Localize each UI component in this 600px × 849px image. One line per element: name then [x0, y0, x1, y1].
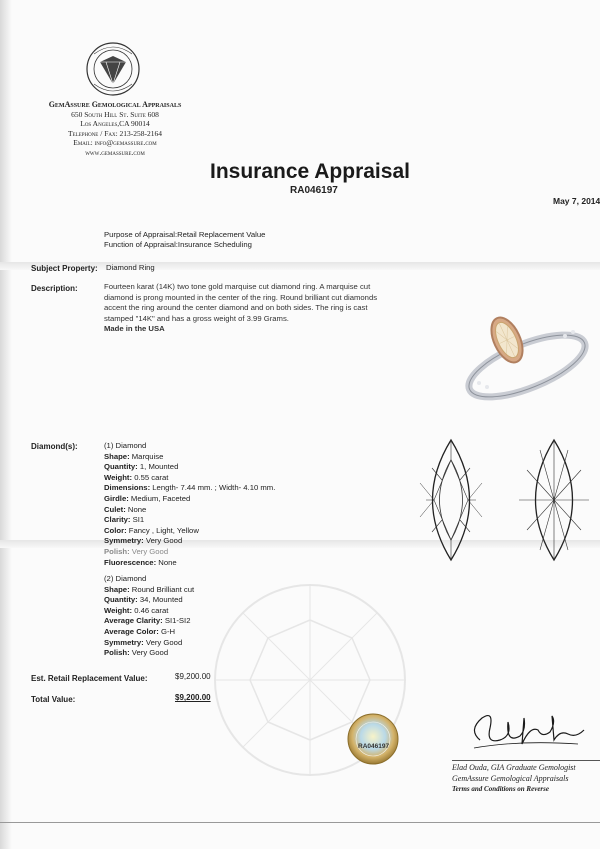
dimensions-value: Length- 7.44 mm. ; Width- 4.10 mm.	[152, 483, 276, 493]
company-website: www.gemassure.com	[85, 147, 145, 157]
shape-value: Marquise	[131, 451, 164, 461]
company-address-line1: 650 South Hill St. Suite 608	[71, 109, 159, 119]
company-address-line2: Los Angeles,CA 90014	[80, 119, 150, 129]
polish-value: Very Good	[131, 546, 169, 556]
ring-photo	[455, 288, 595, 406]
clarity-label: Clarity:	[104, 515, 131, 525]
purpose-line: Purpose of Appraisal:Retail Replacement Value	[104, 230, 266, 239]
diamond-details	[104, 441, 275, 568]
quantity-value: 1, Mounted	[139, 462, 179, 472]
quantity-label: Quantity:	[104, 595, 138, 605]
polish-label: Polish:	[104, 648, 130, 658]
clarity-value: SI1	[132, 515, 145, 525]
culet-value: None	[127, 504, 147, 514]
girdle-label: Girdle:	[104, 493, 129, 503]
diamonds-label: Diamond(s):	[31, 442, 78, 451]
signature-line	[452, 760, 600, 761]
company-header	[30, 100, 200, 158]
gemassure-logo-icon	[78, 40, 148, 98]
symmetry-value: Very Good	[145, 637, 183, 647]
appraiser-name: Elad Ouda, GIA Graduate Gemologist	[452, 763, 576, 772]
description-block	[104, 282, 449, 335]
polish-label: Polish:	[104, 546, 130, 556]
weight-label: Weight:	[104, 472, 133, 482]
symmetry-label: Symmetry:	[104, 536, 144, 546]
fluorescence-value: None	[158, 557, 177, 567]
culet-label: Culet:	[104, 504, 126, 514]
description-label: Description:	[31, 284, 78, 293]
subject-label: Subject Property:	[31, 264, 98, 273]
hologram-seal-icon	[347, 713, 399, 765]
weight-value: 0.55 carat	[134, 472, 169, 482]
avg-color-value: G-H	[160, 626, 176, 636]
diamond-heading: (2) Diamond	[104, 574, 147, 583]
symmetry-label: Symmetry:	[104, 637, 144, 647]
company-name: GemAssure Gemological Appraisals	[48, 100, 182, 109]
shape-value: Round Brilliant cut	[131, 584, 195, 594]
quantity-label: Quantity:	[104, 462, 138, 472]
symmetry-value: Very Good	[145, 536, 183, 546]
total-value: $9,200.00	[175, 693, 211, 702]
description-line: stamped "14K" and has a gross weight of 3.99 Grams.	[104, 313, 289, 323]
avg-color-label: Average Color:	[104, 626, 159, 636]
weight-label: Weight:	[104, 605, 133, 615]
total-value-label: Total Value:	[31, 695, 76, 704]
diamond-details	[104, 574, 194, 659]
subject-value: Diamond Ring	[106, 263, 155, 272]
shape-label: Shape:	[104, 451, 130, 461]
paper-fold-line	[0, 540, 600, 548]
appraisal-date: May 7, 2014	[553, 196, 600, 206]
avg-clarity-label: Average Clarity:	[104, 616, 163, 626]
page-bottom-edge	[0, 822, 600, 823]
function-line: Function of Appraisal:Insurance Scheduling	[104, 240, 252, 249]
description-line: accent the ring around the center diamond and on both sides. The ring is cast	[104, 303, 368, 313]
girdle-value: Medium, Faceted	[130, 493, 191, 503]
seal-reference-text: RA046197	[358, 743, 390, 750]
shape-label: Shape:	[104, 584, 130, 594]
reference-number: RA046197	[290, 185, 338, 196]
company-phone: Telephone / Fax: 213-258-2164	[67, 128, 163, 138]
color-label: Color:	[104, 525, 127, 535]
description-line: Fourteen karat (14K) two tone gold marquise cut diamond ring. A marquise cut	[104, 282, 371, 291]
diamond-heading: (1) Diamond	[104, 441, 147, 450]
description-line: diamond is prong mounted in the center of the ring. Round brilliant cut diamonds	[104, 292, 378, 302]
appraiser-block	[452, 762, 576, 795]
fluorescence-label: Fluorescence:	[104, 557, 157, 567]
appraiser-company: GemAssure Gemological Appraisals	[452, 774, 569, 783]
quantity-value: 34, Mounted	[139, 595, 183, 605]
weight-value: 0.46 carat	[134, 605, 169, 615]
scan-edge-shadow	[0, 0, 12, 849]
color-value: Fancy , Light, Yellow	[128, 525, 199, 535]
made-in-line: Made in the USA	[104, 324, 165, 334]
retail-value: $9,200.00	[175, 672, 211, 681]
retail-value-label: Est. Retail Replacement Value:	[31, 674, 148, 683]
dimensions-label: Dimensions:	[104, 483, 151, 493]
polish-value: Very Good	[131, 648, 169, 658]
company-email: Email: info@gemassure.com	[73, 138, 157, 148]
terms-note: Terms and Conditions on Reverse	[452, 785, 549, 793]
marquise-crown-diagram	[412, 438, 490, 562]
document-title: Insurance Appraisal	[210, 160, 410, 183]
appraiser-signature	[460, 700, 590, 758]
avg-clarity-value: SI1-SI2	[164, 616, 191, 626]
marquise-pavilion-diagram	[515, 438, 593, 562]
